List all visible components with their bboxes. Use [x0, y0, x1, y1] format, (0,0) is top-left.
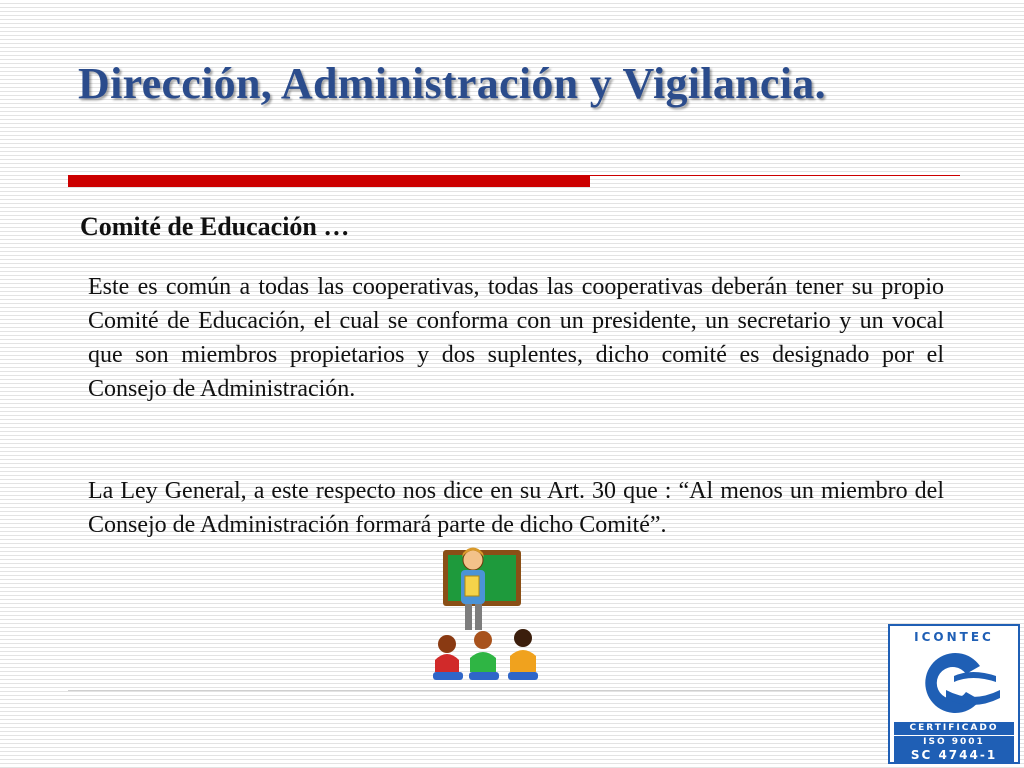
title-underline-red	[68, 175, 590, 187]
title-underline-thin	[590, 175, 960, 176]
teacher-students-clipart-icon	[425, 540, 550, 685]
icontec-logo	[888, 624, 1020, 764]
slide-title: Dirección, Administración y Vigilancia.	[78, 59, 826, 108]
paragraph-1: Este es común a todas las cooperativas, todas las cooperativas deberán tener su propio Comité de Educación, el cual se conforma con un presidente, un secretario y un vocal que son miembros propietarios y dos suplentes, dicho comité es designado por el Consejo de Administración.	[88, 274, 944, 402]
logo-certified-text: CERTIFICADO	[894, 722, 1014, 735]
icontec-c-mark-icon	[902, 646, 1006, 720]
logo-standard-text: ISO 9001	[894, 736, 1014, 748]
logo-brand-text: ICONTEC	[914, 630, 994, 644]
logo-code-text: SC 4744-1	[894, 748, 1014, 762]
section-subtitle: Comité de Educación …	[80, 212, 350, 241]
paragraph-2: La Ley General, a este respecto nos dice en su Art. 30 que : “Al menos un miembro del Consejo de Administración formará parte de dicho Comité”.	[88, 478, 944, 538]
footer-rule	[68, 690, 888, 691]
